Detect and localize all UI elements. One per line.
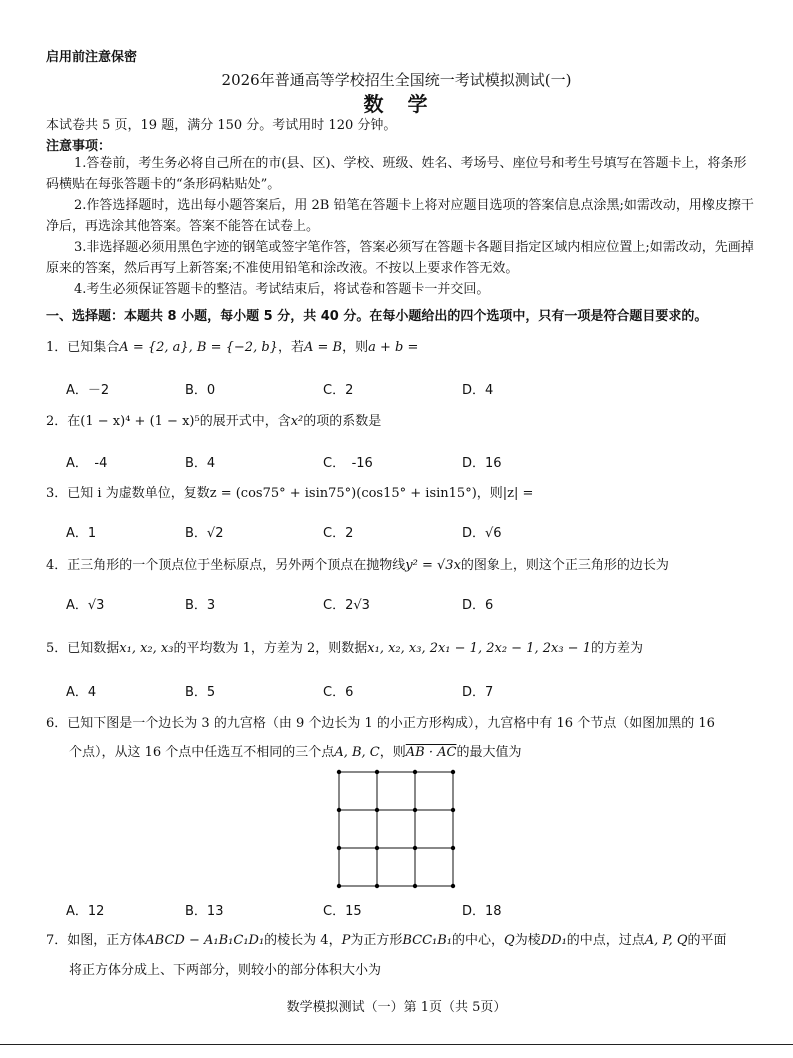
math-expression: |z| = xyxy=(502,486,534,501)
grid-node xyxy=(375,770,379,774)
nine-grid-figure xyxy=(330,764,464,894)
notice-4: 4.考生必须保证答题卡的整洁。考试结束后，将试卷和答题卡一并交回。 xyxy=(74,282,490,297)
q5-option-c: C．6 xyxy=(323,685,354,700)
bottom-rule xyxy=(0,1044,793,1045)
q5-option-a: A．4 xyxy=(66,685,97,700)
question-7-line-2: 将正方体分成上、下两部分，则较小的部分体积大小为 xyxy=(69,963,382,978)
notice-1: 1.答卷前，考生务必将自己所在的市(县、区)、学校、班级、姓名、考场号、座位号和考生号填写在答题卡上，将条形码横贴在每张答题卡的“条形码粘贴处”。 xyxy=(46,156,747,192)
math-expression: x₁, x₂, x₃, 2x₁ − 1, 2x₂ − 1, 2x₃ − 1 xyxy=(367,641,591,656)
q4-option-c: C．2√3 xyxy=(323,598,370,613)
grid-node xyxy=(375,808,379,812)
math-expression: x₁, x₂, x₃ xyxy=(119,641,174,656)
grid-node xyxy=(337,808,341,812)
q6-option-b: B．13 xyxy=(185,904,224,919)
question-number: 6． xyxy=(46,716,68,731)
grid-node xyxy=(413,846,417,850)
q6-option-a: A．12 xyxy=(66,904,105,919)
q4-option-a: A．√3 xyxy=(66,598,105,613)
question-number: 2． xyxy=(46,414,68,429)
math-expression: P xyxy=(341,933,351,948)
q4-option-b: B．3 xyxy=(185,598,216,613)
math-expression: BCC₁B₁ xyxy=(402,933,453,948)
grid-node xyxy=(451,808,455,812)
math-expression: AB · AC xyxy=(405,745,457,760)
math-expression: Q xyxy=(504,933,515,948)
confidential-header: 启用前注意保密 xyxy=(46,50,138,65)
math-expression: (1 − x)⁴ + (1 − x)⁵ xyxy=(80,414,200,429)
math-expression: A, B, C xyxy=(334,745,380,760)
question-5: 5．已知数据x₁, x₂, x₃的平均数为 1，方差为 2，则数据x₁, x₂, x₃, 2x₁ − 1, 2x₂ − 1, 2x₃ − 1的方差为 xyxy=(46,641,643,656)
notice-heading: 注意事项： xyxy=(46,139,112,154)
math-expression: ABCD − A₁B₁C₁D₁ xyxy=(145,933,265,948)
question-number: 1． xyxy=(46,340,68,355)
section-1-heading: 一、选择题：本题共 8 小题，每小题 5 分，共 40 分。在每小题给出的四个选项中，只有一项是符合题目要求的。 xyxy=(46,309,708,324)
q1-option-b: B．0 xyxy=(185,383,216,398)
subject-title: 数 学 xyxy=(363,92,430,116)
q2-option-b: B．4 xyxy=(185,456,216,471)
question-7-line-1: 7．如图，正方体ABCD − A₁B₁C₁D₁的棱长为 4，P为正方形BCC₁B₁的中心，Q为棱DD₁的中点，过点A, P, Q的平面 xyxy=(46,933,727,948)
math-expression: y² = √3x xyxy=(405,558,461,573)
grid-node xyxy=(451,846,455,850)
q2-option-a: A． -4 xyxy=(66,456,108,471)
grid-node xyxy=(375,884,379,888)
question-6-line-2: 个点），从这 16 个点中任选互不相同的三个点A, B, C，则AB · AC的最大值为 xyxy=(69,745,522,760)
q3-option-d: D．√6 xyxy=(462,526,502,541)
q1-option-a: A．－2 xyxy=(66,383,110,398)
grid-outline xyxy=(339,772,453,886)
q3-option-b: B．√2 xyxy=(185,526,224,541)
grid-node xyxy=(337,884,341,888)
grid-node xyxy=(337,846,341,850)
math-expression: A = B xyxy=(303,340,343,355)
question-3: 3．已知 i 为虚数单位，复数z = (cos75° + isin75°)(cos15° + isin15°)，则|z| = xyxy=(46,486,534,501)
math-expression: A = {2, a}, B = {−2, b} xyxy=(119,340,278,355)
q2-option-d: D．16 xyxy=(462,456,502,471)
q1-option-c: C．2 xyxy=(323,383,354,398)
notice-2: 2.作答选择题时，选出每小题答案后，用 2B 铅笔在答题卡上将对应题目选项的答案信息点涂黑;如需改动，用橡皮擦干净后，再选涂其他答案。答案不能答在试卷上。 xyxy=(46,198,754,234)
math-expression: DD₁ xyxy=(540,933,567,948)
question-6-line-1: 6．已知下图是一个边长为 3 的九宫格（由 9 个边长为 1 的小正方形构成），九宫格中有 16 个节点（如图加黑的 16 xyxy=(46,716,715,731)
question-number: 5． xyxy=(46,641,68,656)
q2-option-c: C． -16 xyxy=(323,456,373,471)
question-4: 4．正三角形的一个顶点位于坐标原点，另外两个顶点在抛物线y² = √3x的图象上，则这个正三角形的边长为 xyxy=(46,558,669,573)
exam-intro: 本试卷共 5 页，19 题，满分 150 分。考试用时 120 分钟。 xyxy=(46,118,397,133)
q3-option-a: A．1 xyxy=(66,526,97,541)
q6-option-c: C．15 xyxy=(323,904,362,919)
grid-node xyxy=(413,808,417,812)
q5-option-d: D．7 xyxy=(462,685,494,700)
exam-title: 2026年普通高等学校招生全国统一考试模拟测试(一) xyxy=(221,71,572,89)
q6-option-d: D．18 xyxy=(462,904,502,919)
question-number: 4． xyxy=(46,558,68,573)
grid-node xyxy=(413,884,417,888)
question-number: 3． xyxy=(46,486,68,501)
grid-node xyxy=(413,770,417,774)
math-expression: x² xyxy=(290,414,304,429)
grid-node xyxy=(451,770,455,774)
page-footer: 数学模拟测试（一）第 1页（共 5页） xyxy=(286,1000,507,1015)
grid-node xyxy=(375,846,379,850)
math-expression: z = (cos75° + isin75°)(cos15° + isin15°) xyxy=(209,486,477,501)
grid-node xyxy=(451,884,455,888)
q1-option-d: D．4 xyxy=(462,383,494,398)
math-expression: A, P, Q xyxy=(644,933,688,948)
grid-node xyxy=(337,770,341,774)
q3-option-c: C．2 xyxy=(323,526,354,541)
q4-option-d: D．6 xyxy=(462,598,494,613)
notice-3: 3.非选择题必须用黑色字迹的钢笔或签字笔作答，答案必须写在答题卡各题目指定区域内相应位置上;如需改动，先画掉原来的答案，然后再写上新答案;不准使用铅笔和涂改液。不按以上要求作答无效。 xyxy=(46,240,754,276)
math-expression: a + b = xyxy=(368,340,419,355)
q5-option-b: B．5 xyxy=(185,685,216,700)
question-1: 1．已知集合A = {2, a}, B = {−2, b}，若A = B，则a + b = xyxy=(46,340,419,355)
question-number: 7． xyxy=(46,933,68,948)
question-2: 2．在(1 − x)⁴ + (1 − x)⁵的展开式中，含x²的项的系数是 xyxy=(46,414,382,429)
